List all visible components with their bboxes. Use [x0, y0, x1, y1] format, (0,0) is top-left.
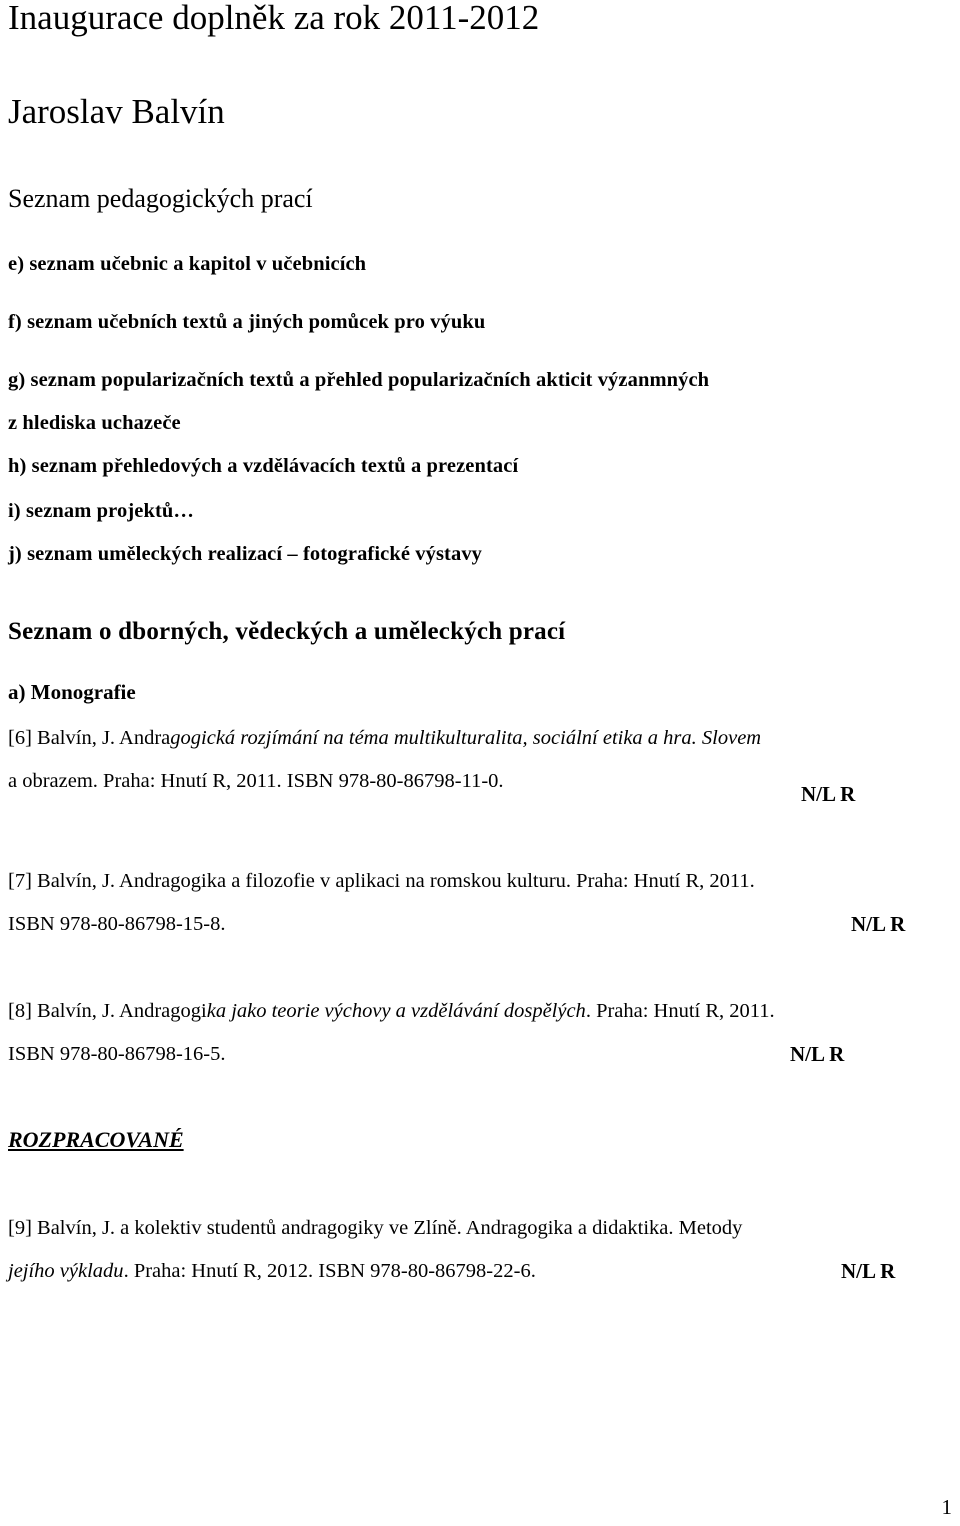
reference-title: gogická rozjímání na téma multikulturalita, sociální etika a hra. Slovem: [170, 727, 762, 749]
reference-9: [8, 1207, 956, 1293]
category-heading: ROZPRACOVANÉ: [8, 1127, 184, 1152]
reference-text-tail: . Praha: Hnutí R, 2012. ISBN 978-80-86798-22-6.: [123, 1260, 536, 1282]
reference-8-tag: N/L R: [790, 1042, 845, 1066]
section-title-professional: Seznam o dborných, vědeckých a uměleckých prací: [8, 618, 566, 645]
list-item-g-continued: z hlediska uchazeče: [8, 412, 181, 434]
reference-number: [7]: [8, 870, 32, 892]
reference-text-tail: . Praha: Hnutí R, 2011.: [585, 1000, 775, 1022]
list-item-j: j) seznam uměleckých realizací – fotografické výstavy: [8, 543, 483, 565]
reference-number: [6]: [8, 727, 32, 749]
reference-9-tag: N/L R: [841, 1259, 896, 1283]
author-name: Jaroslav Balvín: [8, 92, 225, 131]
list-item-f: f) seznam učebních textů a jiných pomůcek pro výuku: [8, 311, 486, 333]
reference-text: Balvín, J. Andragogi: [37, 1000, 207, 1022]
reference-6-tag: N/L R: [801, 782, 856, 806]
reference-text: Balvín, J. a kolektiv studentů andragogiky ve Zlíně. Andragogika a didaktika. Metody: [37, 1217, 743, 1239]
reference-text: Balvín, J. Andragogika a filozofie v aplikaci na romskou kulturu. Praha: Hnutí R, 2011.: [37, 870, 755, 892]
reference-7-line-1: [8, 860, 956, 903]
reference-number: [8]: [8, 1000, 32, 1022]
reference-7-line-2: ISBN 978-80-86798-15-8.: [8, 913, 226, 935]
reference-9-line-2: [8, 1250, 956, 1293]
document-title: Inaugurace doplněk za rok 2011-2012: [8, 0, 540, 37]
list-item-g: g) seznam popularizačních textů a přehled popularizačních akticit výzanmných: [8, 369, 710, 391]
reference-title: ka jako teorie výchovy a vzdělávání dospělých: [206, 1000, 586, 1022]
page-number: 1: [941, 1495, 952, 1519]
subsection-monographs: a) Monografie: [8, 680, 136, 704]
reference-6-line-2: a obrazem. Praha: Hnutí R, 2011. ISBN 978-80-86798-11-0.: [8, 770, 504, 792]
reference-8-line-2: ISBN 978-80-86798-16-5.: [8, 1043, 226, 1065]
reference-7-tag: N/L R: [851, 912, 906, 936]
section-title-pedagogical: Seznam pedagogických prací: [8, 184, 313, 213]
list-item-h: h) seznam přehledových a vzdělávacích textů a prezentací: [8, 455, 519, 477]
reference-9-line-1: [8, 1207, 956, 1250]
reference-7: [8, 860, 956, 946]
reference-text: Balvín, J. Andra: [37, 727, 171, 749]
list-item-e: e) seznam učebnic a kapitol v učebnicích: [8, 253, 367, 275]
list-item-i: i) seznam projektů…: [8, 500, 195, 522]
reference-number: [9]: [8, 1217, 32, 1239]
reference-8-line-1: [8, 990, 956, 1033]
reference-title: jejího výkladu: [8, 1260, 124, 1282]
reference-6-line-1: [8, 717, 956, 760]
